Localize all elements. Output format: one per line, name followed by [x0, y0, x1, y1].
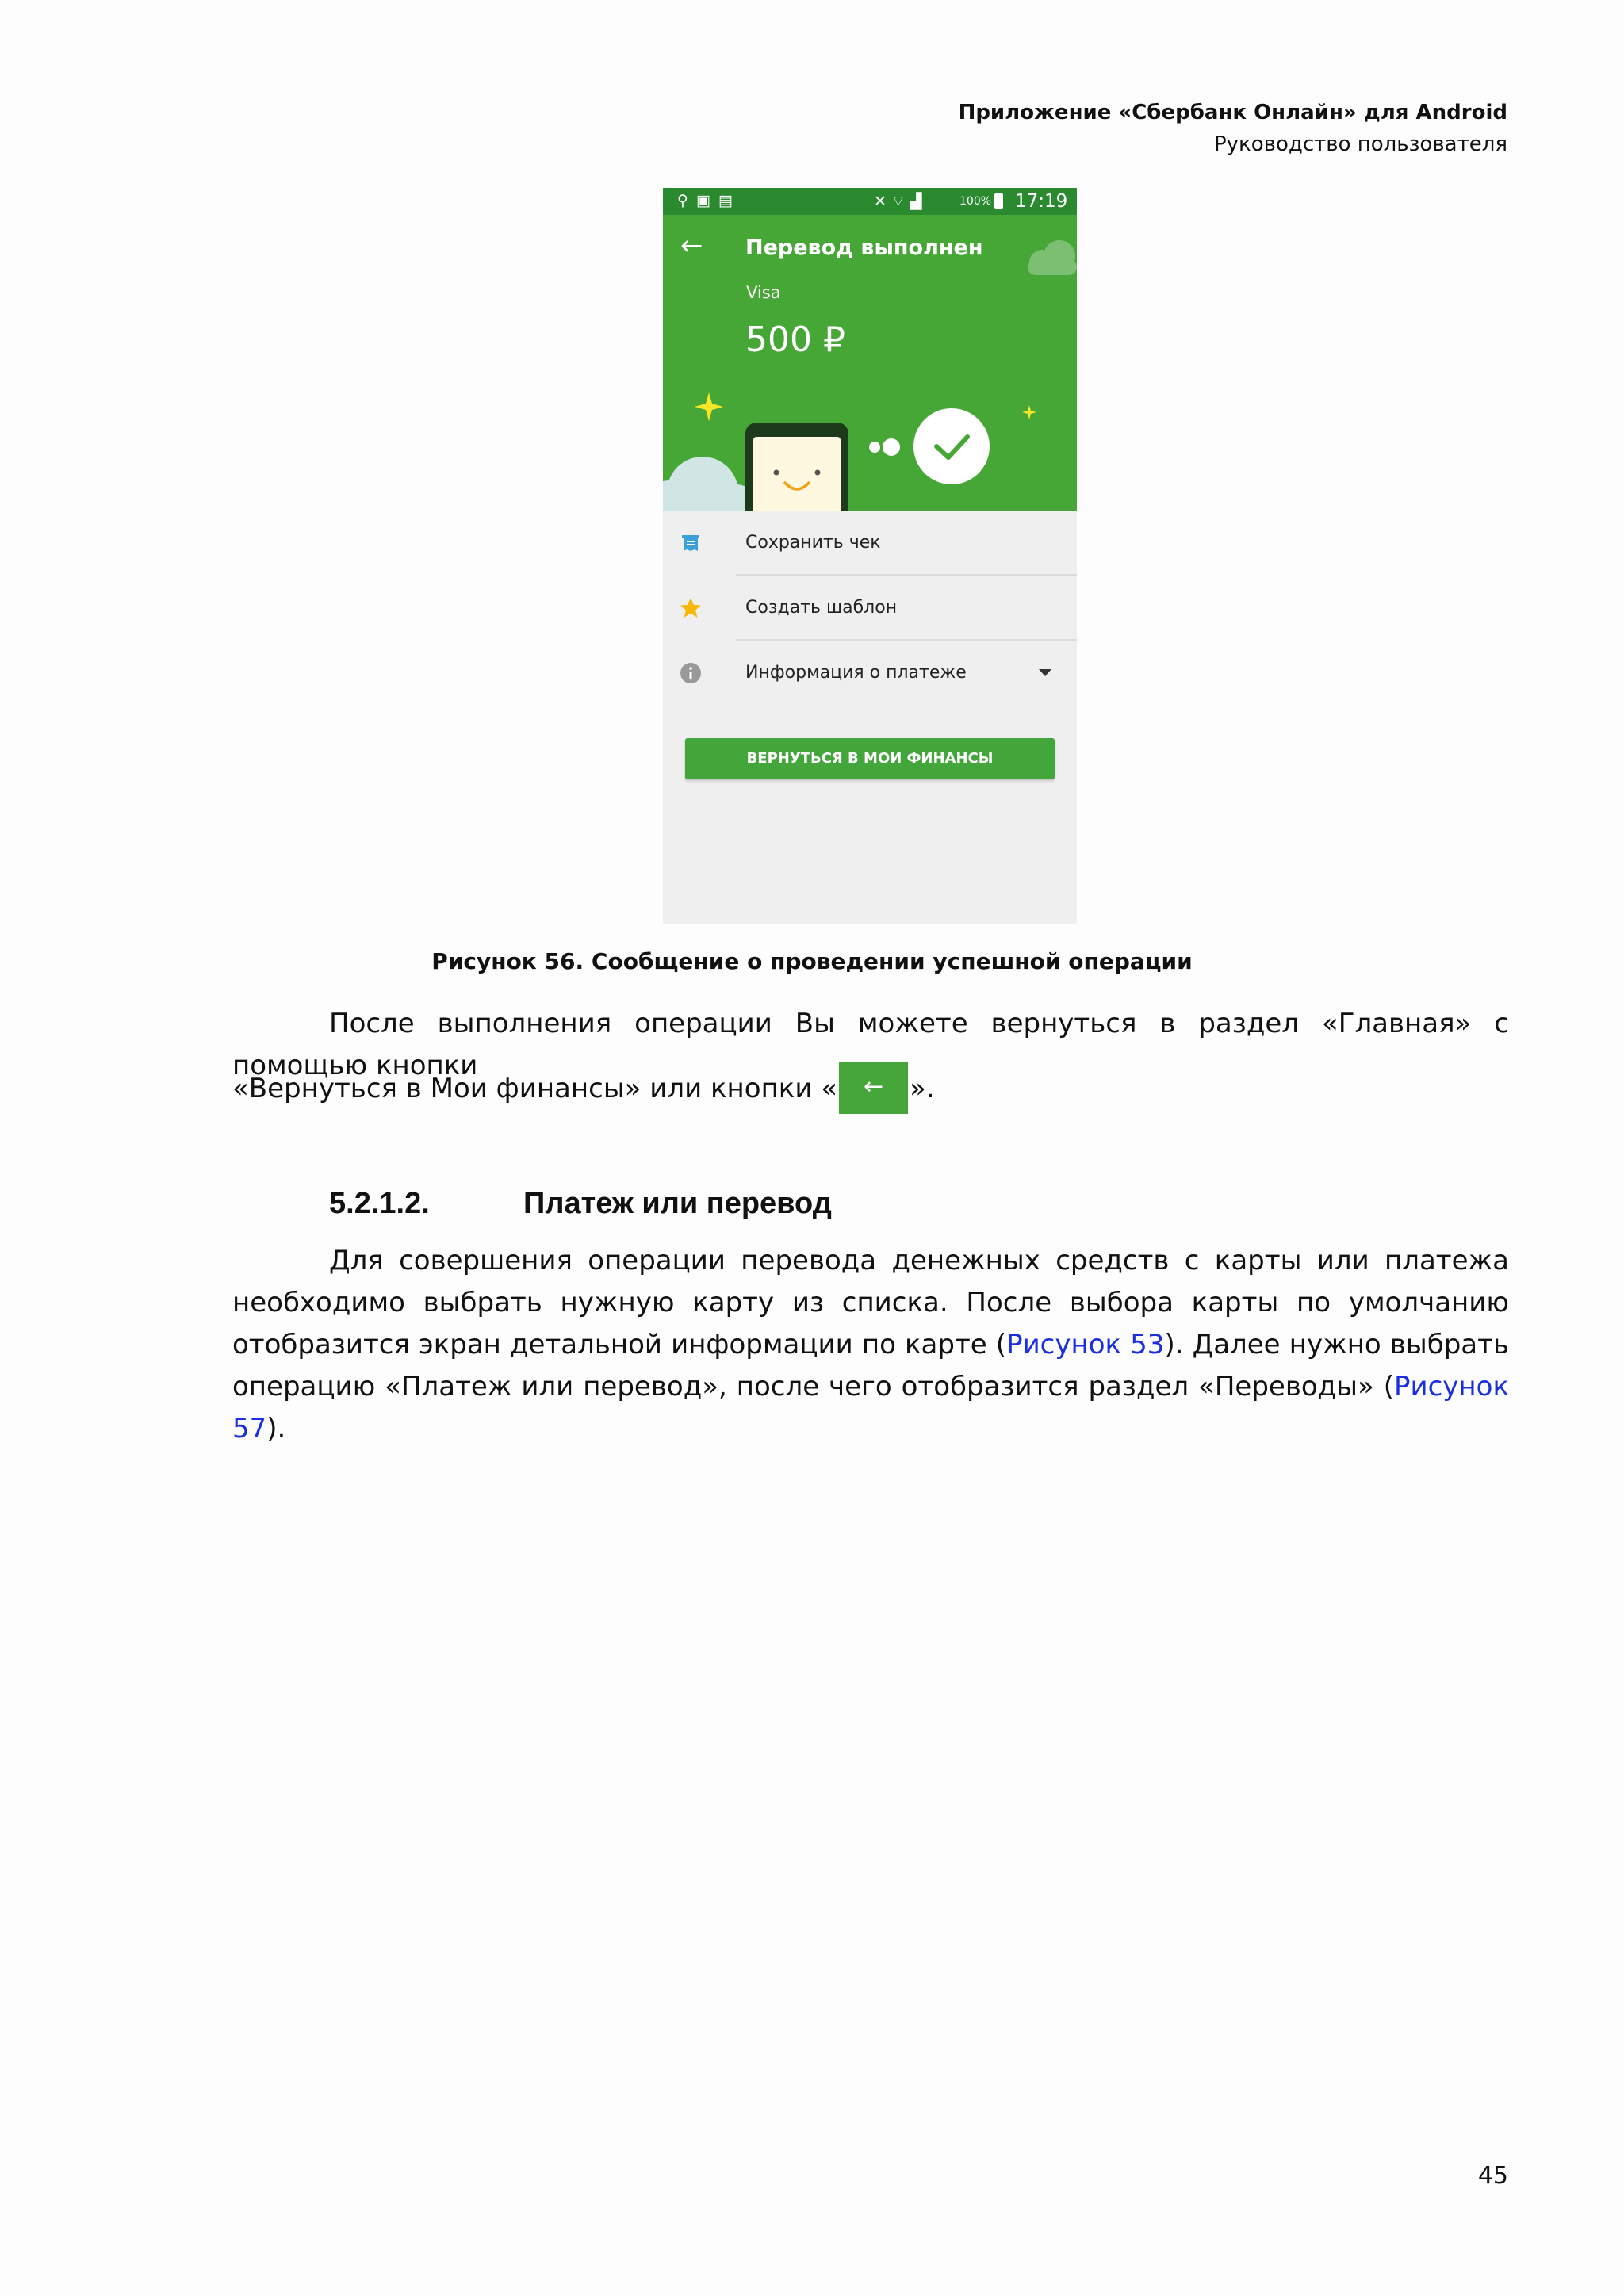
paragraph-text: ). Далее нужно выбрать операцию «Платеж или перевод», после чего отобразится раздел «Переводы» (: [232, 1329, 1509, 1402]
page-number: 45: [1477, 2162, 1508, 2190]
create-template-item[interactable]: [663, 576, 1077, 641]
paragraph-text: ».: [910, 1073, 935, 1104]
paragraph-text: ).: [266, 1413, 286, 1445]
document-header: [959, 97, 1507, 160]
screen-title: Перевод выполнен: [745, 235, 983, 260]
info-icon: [679, 661, 703, 685]
menu-item-label: Создать шаблон: [745, 598, 898, 618]
document-subtitle: Руководство пользователя: [1213, 132, 1507, 156]
return-to-finances-button[interactable]: ВЕРНУТЬСЯ В МОИ ФИНАНСЫ: [685, 738, 1055, 779]
paragraph-line: [232, 1068, 935, 1128]
back-arrow-icon[interactable]: ←: [680, 230, 703, 262]
status-time: 17:19: [1015, 191, 1068, 212]
notification-icons: ⚲▣▤: [677, 192, 741, 209]
menu-item-label: Сохранить чек: [745, 533, 881, 553]
signal-icons: ✕⌔▟: [874, 193, 927, 210]
section-title: Платеж или перевод: [523, 1187, 832, 1220]
figure-link[interactable]: Рисунок 53: [1006, 1329, 1165, 1360]
figure-link[interactable]: Рисунок 57: [232, 1371, 1509, 1445]
paragraph-text: После выполнения операции Вы можете вернуться в раздел «Главная» с помощью кнопки: [232, 1008, 1509, 1081]
back-button-icon: ←: [839, 1062, 908, 1114]
transfer-amount: 500 ₽: [745, 320, 845, 360]
paragraph-text: «Вернуться в Мои финансы» или кнопки «: [232, 1073, 838, 1104]
save-receipt-item[interactable]: [663, 511, 1077, 576]
menu-item-label: Информация о платеже: [745, 663, 967, 683]
battery-percent: 100%: [959, 195, 992, 208]
battery-icon: [994, 193, 1003, 209]
paragraph: [232, 1240, 1509, 1450]
star-icon: [679, 596, 703, 620]
app-screenshot: [663, 188, 1077, 924]
status-bar: [663, 188, 1077, 215]
chevron-down-icon: [1039, 669, 1051, 676]
section-number: 5.2.1.2.: [329, 1187, 430, 1220]
card-name: Visa: [746, 283, 781, 302]
paragraph-text: Для совершения операции перевода денежных средств с карты или платежа необходимо выбрать нужную карту из списка. После выбора карты по умолчанию отобразится экран детальной информации по карте (: [232, 1245, 1509, 1360]
success-banner: [663, 215, 1077, 511]
figure-caption: Рисунок 56. Сообщение о проведении успешной операции: [431, 948, 1193, 974]
payment-info-item[interactable]: [663, 641, 1077, 706]
document-title: Приложение «Сбербанк Онлайн» для Android: [958, 101, 1507, 124]
receipt-icon: [679, 531, 703, 555]
